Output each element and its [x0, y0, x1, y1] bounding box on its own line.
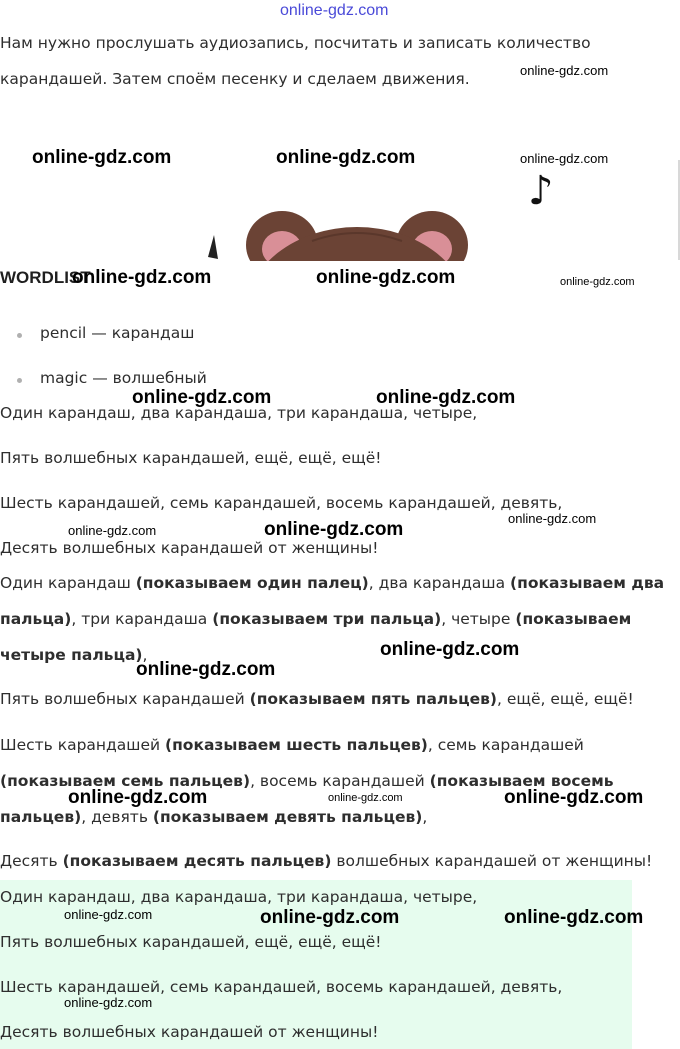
watermark: online-gdz.com	[380, 639, 520, 660]
watermark: online-gdz.com	[32, 147, 172, 168]
song1-line-4: Десять волшебных карандашей от женщины!	[0, 539, 379, 557]
watermark: online-gdz.com	[64, 995, 153, 1010]
music-note-icon: ♪	[528, 168, 554, 214]
actions-line-4: Пять волшебных карандашей (показываем пять пальцев), ещё, ещё, ещё!	[0, 690, 634, 708]
actions-line-5: Шесть карандашей (показываем шесть пальцев), семь карандашей	[0, 736, 584, 754]
watermark: online-gdz.com	[560, 276, 635, 288]
intro-line-2: карандашей. Затем споём песенку и сделаем движения.	[0, 70, 470, 88]
actions-line-7: пальцев), девять (показываем девять пальцев),	[0, 808, 428, 826]
watermark: online-gdz.com	[68, 787, 208, 808]
wordlist-item-pencil: pencil — карандаш	[40, 324, 195, 342]
watermark: online-gdz.com	[132, 387, 272, 408]
watermark: online-gdz.com	[328, 792, 403, 804]
bullet-dot	[17, 333, 22, 338]
song1-line-1: Один карандаш, два карандаша, три карандаша, четыре,	[0, 404, 478, 422]
watermark: online-gdz.com	[504, 787, 644, 808]
intro-line-1: Нам нужно прослушать аудиозапись, посчитать и записать количество	[0, 34, 591, 52]
watermark: online-gdz.com	[376, 387, 516, 408]
song1-line-2: Пять волшебных карандашей, ещё, ещё, ещё!	[0, 449, 382, 467]
bullet-dot	[17, 378, 22, 383]
wordlist-item-magic: magic — волшебный	[40, 369, 207, 387]
song2-line-3: Шесть карандашей, семь карандашей, восемь карандашей, девять,	[0, 978, 563, 996]
actions-line-2: пальца), три карандаша (показываем три пальца), четыре (показываем	[0, 610, 632, 628]
actions-line-3: четыре пальца),	[0, 646, 148, 664]
song2-line-4: Десять волшебных карандашей от женщины!	[0, 1023, 379, 1041]
watermark: online-gdz.com	[68, 523, 157, 538]
watermark: online-gdz.com	[136, 659, 276, 680]
watermark: online-gdz.com	[260, 907, 400, 928]
top-watermark: online-gdz.com	[280, 2, 389, 19]
watermark: online-gdz.com	[504, 907, 644, 928]
watermark: online-gdz.com	[520, 151, 609, 166]
watermark: online-gdz.com	[276, 147, 416, 168]
bear-head-icon	[200, 205, 500, 261]
song1-line-3: Шесть карандашей, семь карандашей, восемь карандашей, девять,	[0, 494, 563, 512]
actions-line-8: Десять (показываем десять пальцев) волшебных карандашей от женщины!	[0, 852, 653, 870]
watermark: online-gdz.com	[316, 267, 456, 288]
song2-line-2: Пять волшебных карандашей, ещё, ещё, ещё!	[0, 933, 382, 951]
bear-illustration	[200, 205, 500, 261]
watermark: online-gdz.com	[520, 63, 609, 78]
watermark: online-gdz.com	[508, 511, 597, 526]
actions-line-6: (показываем семь пальцев), восемь карандашей (показываем восемь	[0, 772, 614, 790]
watermark: online-gdz.com	[264, 519, 404, 540]
watermark: online-gdz.com	[72, 267, 212, 288]
watermark: online-gdz.com	[64, 907, 153, 922]
actions-line-1: Один карандаш (показываем один палец), два карандаша (показываем два	[0, 574, 665, 592]
song2-line-1: Один карандаш, два карандаша, три карандаша, четыре,	[0, 888, 478, 906]
wordlist-heading: WORDLIST	[0, 268, 91, 287]
